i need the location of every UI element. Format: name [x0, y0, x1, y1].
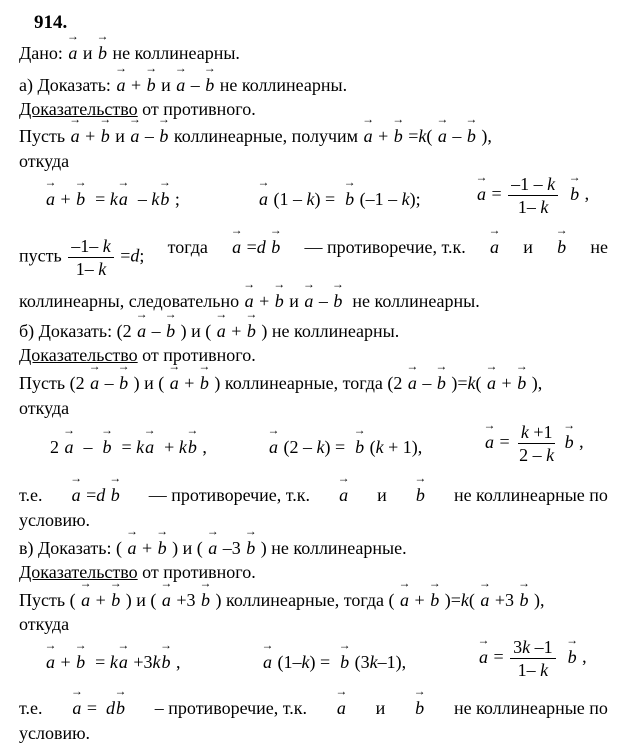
part-c-eq1: → a + → b = k→ a +3k→ b , — [45, 651, 180, 673]
part-c-proof-heading: Доказательство от противного. — [19, 562, 256, 582]
part-b-condition: условию. — [19, 510, 91, 530]
part-c-ie-line: т.е. → a = d→ b – противоречие, т.к. → a и → b не коллинеарные по — [19, 697, 608, 719]
given-line: Дано: → a и → b не коллинеарны. — [19, 42, 240, 64]
part-a-conclusion: коллинеарны, следовательно → a + → b и → a – → b не коллинеарны. — [19, 290, 480, 312]
part-b-eq2: → a (2 – k) = → b (k + 1), — [268, 436, 422, 458]
part-b-eq3: → a = $\frac{k +1}{2 - k}$ → b , — [484, 422, 584, 465]
part-c-eq3: → a = $\frac{3k -1}{1- k}$ → b , — [478, 637, 587, 680]
part-a-eq3: → a = $\frac{-1 - k}{1- k}$ → b , — [476, 174, 589, 217]
part-a-eq1: → a + → b = k→ a – k→ b ; — [45, 188, 180, 210]
part-b-ie-line: т.е. → a =d → b — противоречие, т.к. → a и → b не коллинеарные по — [19, 484, 608, 506]
part-a-let-line: пусть $\frac{-1- k}{1- k}$ =d; тогда → a =d → b — противоречие, т.к. → a и → b не — [19, 236, 608, 279]
part-a-proof-heading: Доказательство от противного. — [19, 99, 256, 119]
part-b-proof-heading: Доказательство от противного. — [19, 345, 256, 365]
problem-number: 914. — [34, 12, 68, 33]
part-c-suppose: Пусть ( → a + → b ) и ( → a +3 → b ) коллинеарные, тогда ( → a + → b )=k( → a +3 → b ), — [19, 589, 545, 611]
part-b-eq1: 2 → a – → b = k→ a + k→ b , — [50, 436, 207, 458]
part-a-eq2: → a (1 – k) = → b (–1 – k); — [258, 188, 421, 210]
part-a-whence: откуда — [19, 151, 70, 171]
given-text: не коллинеарны. — [112, 43, 240, 63]
given-label: Дано: — [19, 43, 63, 63]
part-a-header: а) Доказать: → a + → b и → a – → b не коллинеарны. — [19, 74, 347, 96]
part-c-whence: откуда — [19, 614, 70, 634]
part-c-eq2: → a (1–k) = → b (3k–1), — [262, 651, 406, 673]
part-c-condition: условию. — [19, 723, 91, 743]
part-b-whence: откуда — [19, 398, 70, 418]
part-a-suppose: Пусть → a + → b и → a – → b коллинеарные, получим → a + → b =k( → a – → b ), — [19, 125, 492, 147]
part-c-header: в) Доказать: ( → a + → b ) и ( → a –3 → b ) не коллинеарные. — [19, 537, 407, 559]
part-b-suppose: Пусть (2 → a – → b ) и ( → a + → b ) коллинеарные, тогда (2 → a – → b )=k( → a + → b ), — [19, 372, 542, 394]
part-b-header: б) Доказать: (2 → a – → b ) и ( → a + → b ) не коллинеарны. — [19, 320, 399, 342]
